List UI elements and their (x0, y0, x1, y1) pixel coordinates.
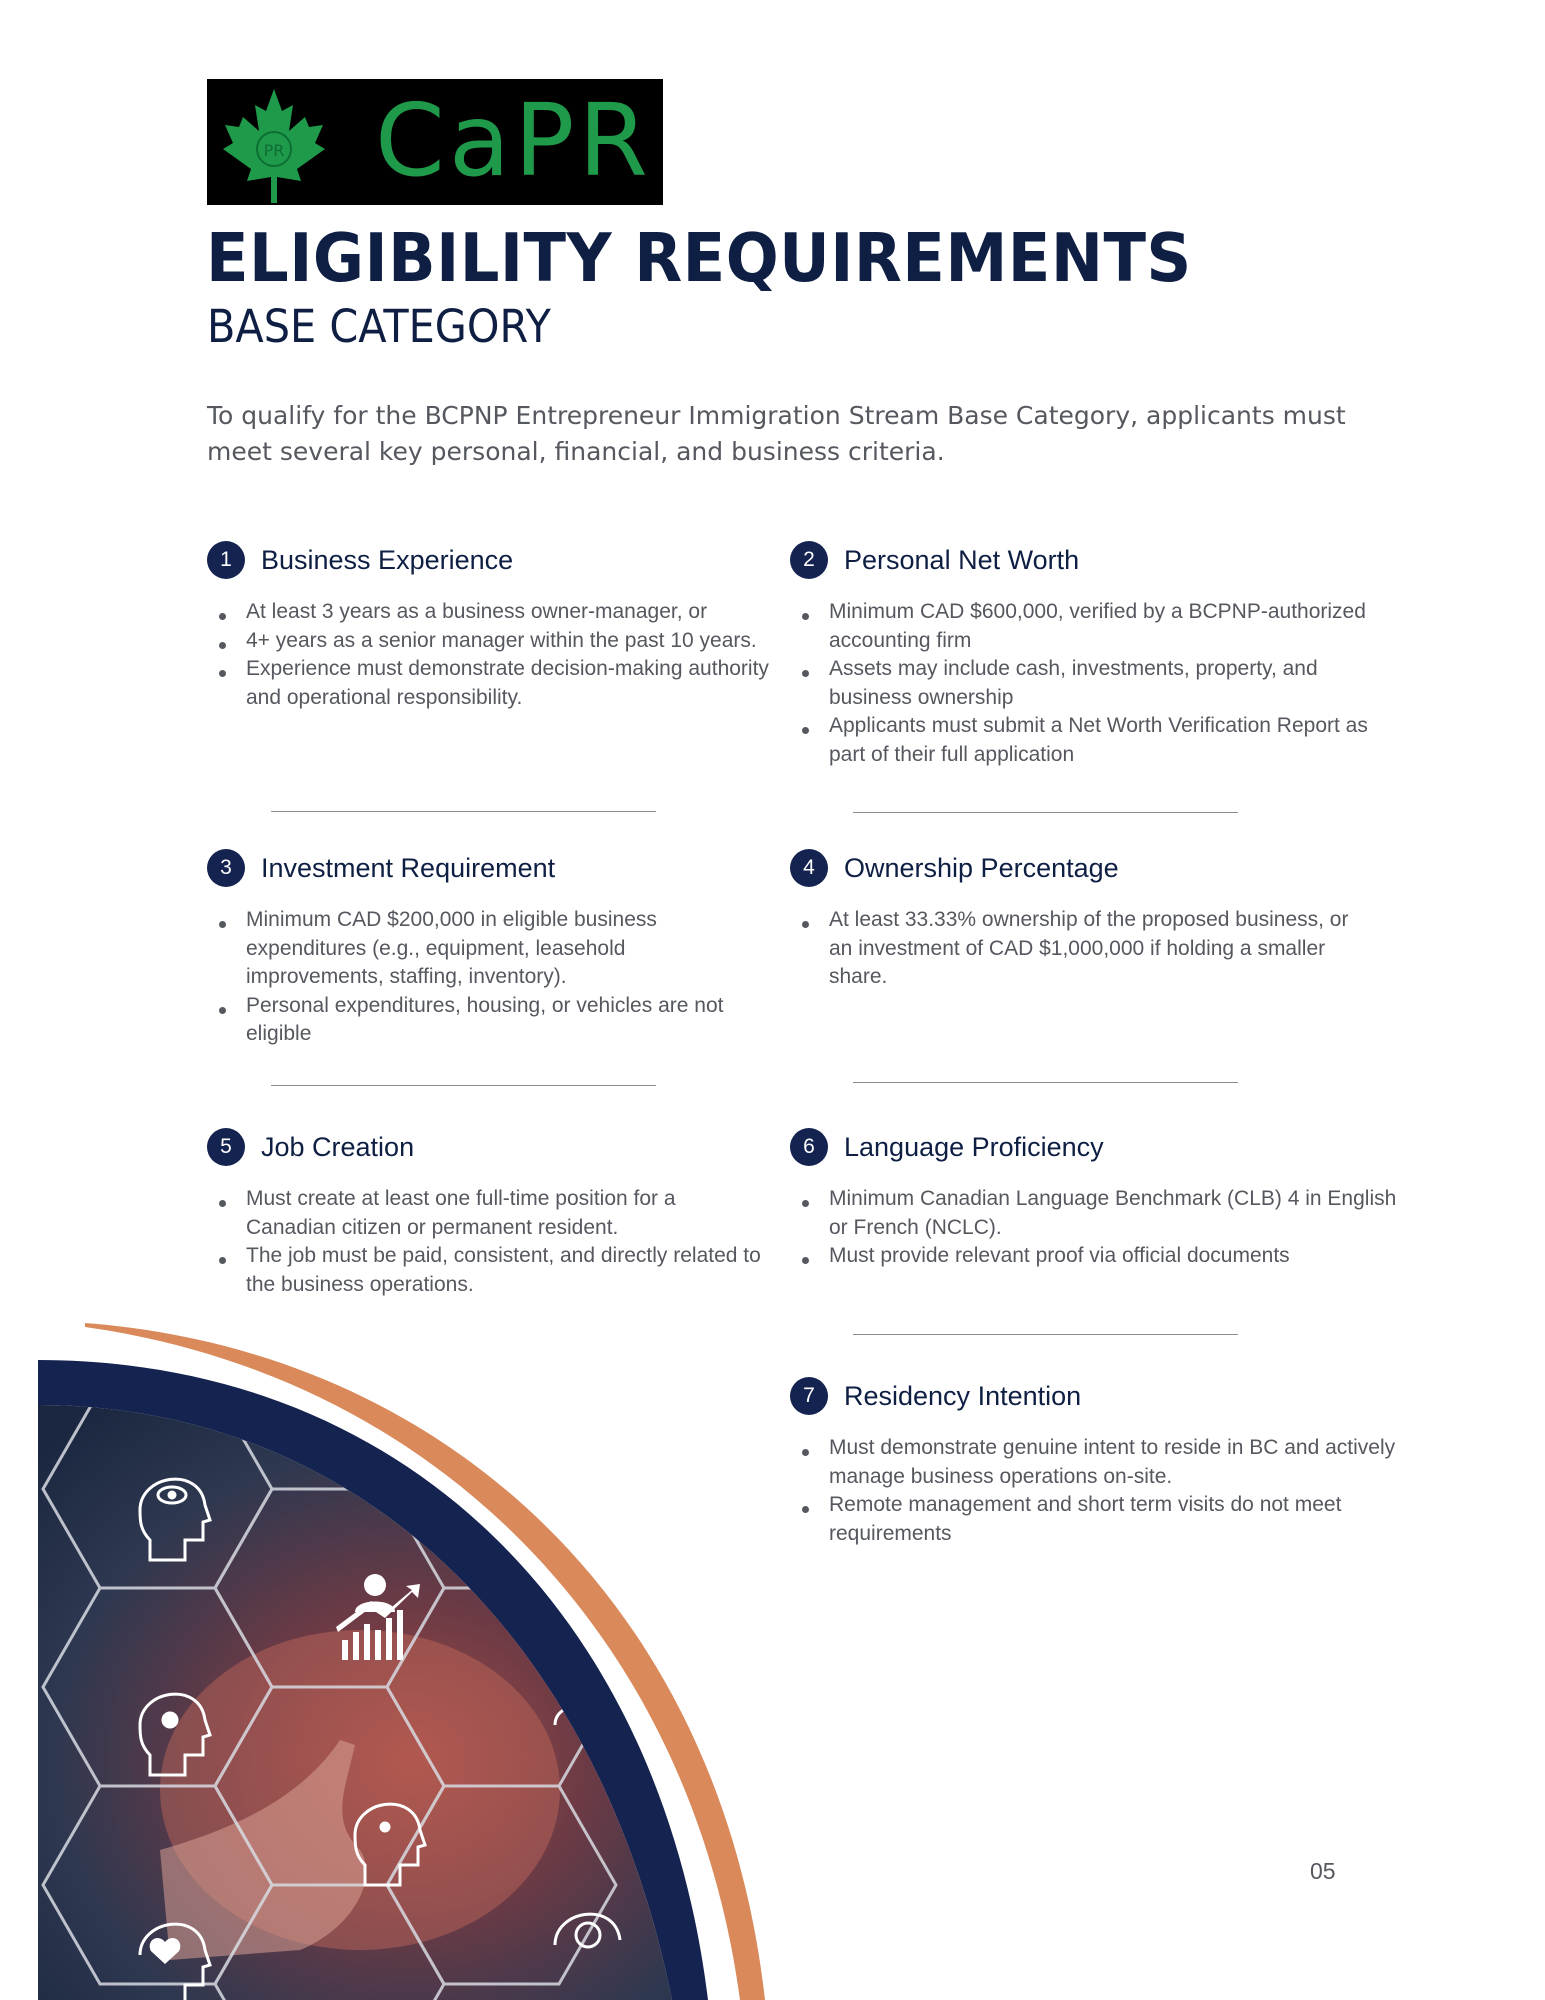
list-item: Must provide relevant proof via official documents (790, 1242, 1400, 1271)
section-number-badge: 4 (790, 849, 828, 887)
list-item: Personal expenditures, housing, or vehicles are not eligible (207, 992, 727, 1049)
list-item: 4+ years as a senior manager within the past 10 years. (207, 627, 777, 656)
page-number: 05 (1310, 1858, 1336, 1884)
maple-leaf-icon (219, 85, 329, 205)
divider (271, 1085, 656, 1086)
list-item: Must demonstrate genuine intent to reside in BC and actively manage business operations on-site. (790, 1434, 1415, 1491)
section-number-badge: 2 (790, 541, 828, 579)
list-item: Must create at least one full-time position for a Canadian citizen or permanent resident. (207, 1185, 767, 1242)
logo-seal-text: PR (263, 141, 285, 160)
section-ownership-percentage (790, 848, 1350, 992)
list-item: The job must be paid, consistent, and directly related to the business operations. (207, 1242, 767, 1299)
bullet-list (207, 906, 727, 1049)
logo-text: CaPR (375, 82, 652, 199)
divider (853, 1334, 1238, 1335)
page-subtitle: BASE CATEGORY (207, 300, 551, 353)
intro-paragraph: To qualify for the BCPNP Entrepreneur Immigration Stream Base Category, applicants must meet several key personal, financial, and business criteria. (207, 401, 1346, 466)
section-number-badge: 5 (207, 1128, 245, 1166)
hexagon-tech-illustration (0, 1300, 780, 2000)
list-item: Applicants must submit a Net Worth Verification Report as part of their full application (790, 712, 1390, 769)
bullet-list (790, 1434, 1415, 1548)
capr-logo (207, 79, 663, 205)
bullet-list (207, 598, 777, 712)
list-item: Minimum Canadian Language Benchmark (CLB) 4 in English or French (NCLC). (790, 1185, 1400, 1242)
divider (271, 811, 656, 812)
section-residency-intention (790, 1376, 1415, 1548)
list-item: At least 33.33% ownership of the proposed business, or an investment of CAD $1,000,000 if holding a smaller share. (790, 906, 1350, 992)
bullet-list (790, 1185, 1400, 1271)
section-title: Residency Intention (844, 1380, 1082, 1411)
section-number-badge: 3 (207, 849, 245, 887)
section-language-proficiency (790, 1127, 1400, 1271)
section-title: Investment Requirement (261, 852, 556, 883)
divider (853, 1082, 1238, 1083)
section-number-badge: 1 (207, 541, 245, 579)
list-item: Assets may include cash, investments, property, and business ownership (790, 655, 1390, 712)
section-title: Language Proficiency (844, 1131, 1104, 1162)
bullet-list (207, 1185, 767, 1299)
divider (853, 812, 1238, 813)
section-job-creation (207, 1127, 767, 1299)
list-item: Minimum CAD $600,000, verified by a BCPNP-authorized accounting firm (790, 598, 1390, 655)
section-number-badge: 7 (790, 1377, 828, 1415)
section-investment-requirement (207, 848, 727, 1049)
list-item: Minimum CAD $200,000 in eligible business expenditures (e.g., equipment, leasehold improvements, staffing, inventory). (207, 906, 727, 992)
list-item: At least 3 years as a business owner-manager, or (207, 598, 777, 627)
bullet-list (790, 906, 1350, 992)
section-personal-net-worth (790, 540, 1390, 769)
section-business-experience (207, 540, 777, 712)
page-title: ELIGIBILITY REQUIREMENTS (206, 219, 1192, 297)
section-title: Business Experience (261, 544, 514, 575)
bullet-list (790, 598, 1390, 769)
section-number-badge: 6 (790, 1128, 828, 1166)
list-item: Remote management and short term visits do not meet requirements (790, 1491, 1415, 1548)
section-title: Ownership Percentage (844, 852, 1119, 883)
section-title: Personal Net Worth (844, 544, 1080, 575)
list-item: Experience must demonstrate decision-making authority and operational responsibility. (207, 655, 777, 712)
section-title: Job Creation (261, 1131, 415, 1162)
